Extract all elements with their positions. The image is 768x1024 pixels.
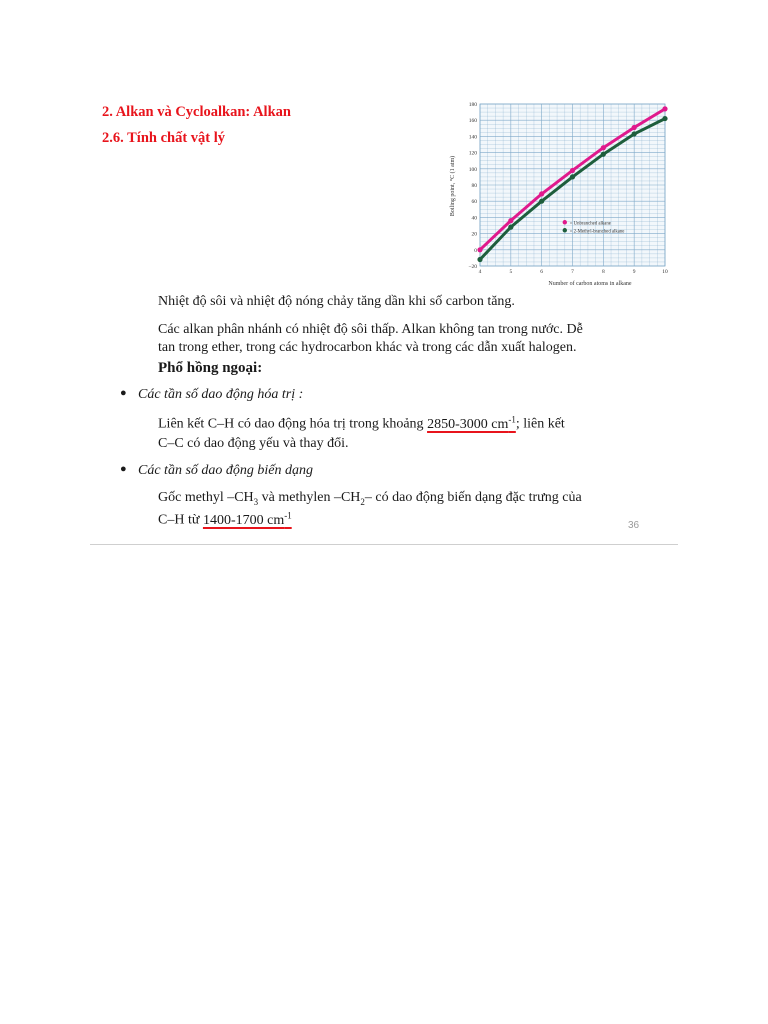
y-tick-label: 160 bbox=[468, 118, 477, 125]
boiling-point-chart bbox=[440, 96, 680, 293]
x-tick-label: 4 bbox=[478, 269, 482, 275]
x-tick-label: 9 bbox=[632, 269, 636, 275]
x-tick-label: 7 bbox=[571, 269, 574, 275]
slide-divider bbox=[90, 544, 678, 545]
bending-line2-pre: C–H từ bbox=[158, 512, 203, 528]
data-point-2 bbox=[570, 174, 575, 179]
paragraph-branched-line1: Các alkan phân nhánh có nhiệt độ sôi thấp. Alkan không tan trong nước. Dễ bbox=[158, 322, 583, 337]
y-tick-label: 20 bbox=[471, 231, 477, 238]
data-point-2 bbox=[601, 152, 606, 157]
subsection-heading: 2.6. Tính chất vật lý bbox=[102, 130, 226, 146]
bending-text-b: và methylen –CH bbox=[258, 490, 361, 505]
data-point-2 bbox=[539, 199, 544, 204]
stretching-line2: C–C có dao động yếu và thay đổi. bbox=[158, 436, 349, 451]
stretching-range bbox=[427, 414, 516, 432]
data-point-1 bbox=[539, 191, 544, 196]
data-point-1 bbox=[601, 145, 606, 150]
bending-range bbox=[202, 510, 292, 528]
legend-marker-1 bbox=[563, 220, 567, 224]
bullet-icon: ● bbox=[120, 463, 127, 475]
y-tick-label: 0 bbox=[474, 247, 477, 254]
chart-svg bbox=[440, 96, 680, 288]
page-number: 36 bbox=[628, 520, 640, 531]
chart-grid bbox=[480, 104, 665, 266]
bending-range-exponent: -1 bbox=[284, 510, 292, 520]
data-point-2 bbox=[477, 257, 482, 262]
bullet-stretching-label: Các tần số dao động hóa trị : bbox=[138, 387, 304, 402]
y-tick-label: 180 bbox=[468, 102, 477, 108]
stretching-range-value: 2850-3000 cm bbox=[427, 416, 509, 432]
stretching-range-exponent: -1 bbox=[508, 414, 516, 424]
legend-label-1: = Unbranched alkane bbox=[569, 221, 611, 227]
x-tick-label: 10 bbox=[662, 269, 668, 275]
y-tick-label: 60 bbox=[471, 199, 477, 206]
ir-spectrum-title: Phổ hồng ngoại: bbox=[158, 360, 263, 376]
bending-text-c: – có dao động biến dạng đặc trưng của bbox=[364, 490, 582, 505]
bullet-icon: ● bbox=[120, 387, 127, 399]
data-point-2 bbox=[508, 225, 513, 230]
legend-marker-2 bbox=[563, 228, 567, 232]
x-tick-label: 6 bbox=[540, 269, 544, 275]
data-point-1 bbox=[662, 106, 667, 111]
data-point-2 bbox=[662, 116, 667, 121]
bending-line2 bbox=[158, 510, 292, 529]
y-tick-label: 40 bbox=[471, 215, 477, 222]
stretching-line1-post: ; liên kết bbox=[515, 416, 565, 432]
x-tick-label: 5 bbox=[509, 269, 513, 275]
data-point-1 bbox=[508, 218, 513, 223]
data-point-1 bbox=[477, 247, 482, 252]
bullet-bending-label: Các tần số dao động biến dạng bbox=[138, 463, 313, 478]
y-tick-label: 140 bbox=[468, 134, 477, 141]
y-tick-label: 120 bbox=[468, 150, 477, 157]
y-axis-label: Boiling point, °C (1 atm) bbox=[450, 155, 456, 217]
bending-text-a: Gốc methyl –CH bbox=[158, 490, 254, 505]
y-tick-label: 100 bbox=[468, 166, 477, 173]
y-tick-label: −20 bbox=[468, 264, 477, 270]
data-point-1 bbox=[632, 125, 637, 130]
data-point-1 bbox=[570, 168, 575, 173]
data-point-2 bbox=[632, 131, 637, 136]
legend-label-2: = 2-Methyl-branched alkane bbox=[569, 229, 625, 235]
bending-line1 bbox=[158, 490, 582, 507]
section-heading: 2. Alkan và Cycloalkan: Alkan bbox=[102, 104, 291, 120]
stretching-line1 bbox=[158, 414, 565, 433]
bending-range-value: 1400-1700 cm bbox=[202, 512, 285, 528]
y-tick-label: 80 bbox=[471, 183, 477, 189]
bending-sub-3: 3 bbox=[253, 496, 259, 507]
paragraph-boiling-point: Nhiệt độ sôi và nhiệt độ nóng chảy tăng dần khi số carbon tăng. bbox=[158, 294, 515, 309]
x-tick-label: 8 bbox=[601, 269, 605, 275]
x-axis-label: Number of carbon atoms in alkane bbox=[548, 281, 632, 287]
bending-sub-2: 2 bbox=[360, 496, 365, 507]
paragraph-branched-line2: tan trong ether, trong các hydrocarbon khác và trong các dẫn xuất halogen. bbox=[158, 340, 577, 355]
slide bbox=[90, 88, 678, 544]
stretching-line1-pre: Liên kết C–H có dao động hóa trị trong khoảng bbox=[158, 416, 428, 432]
